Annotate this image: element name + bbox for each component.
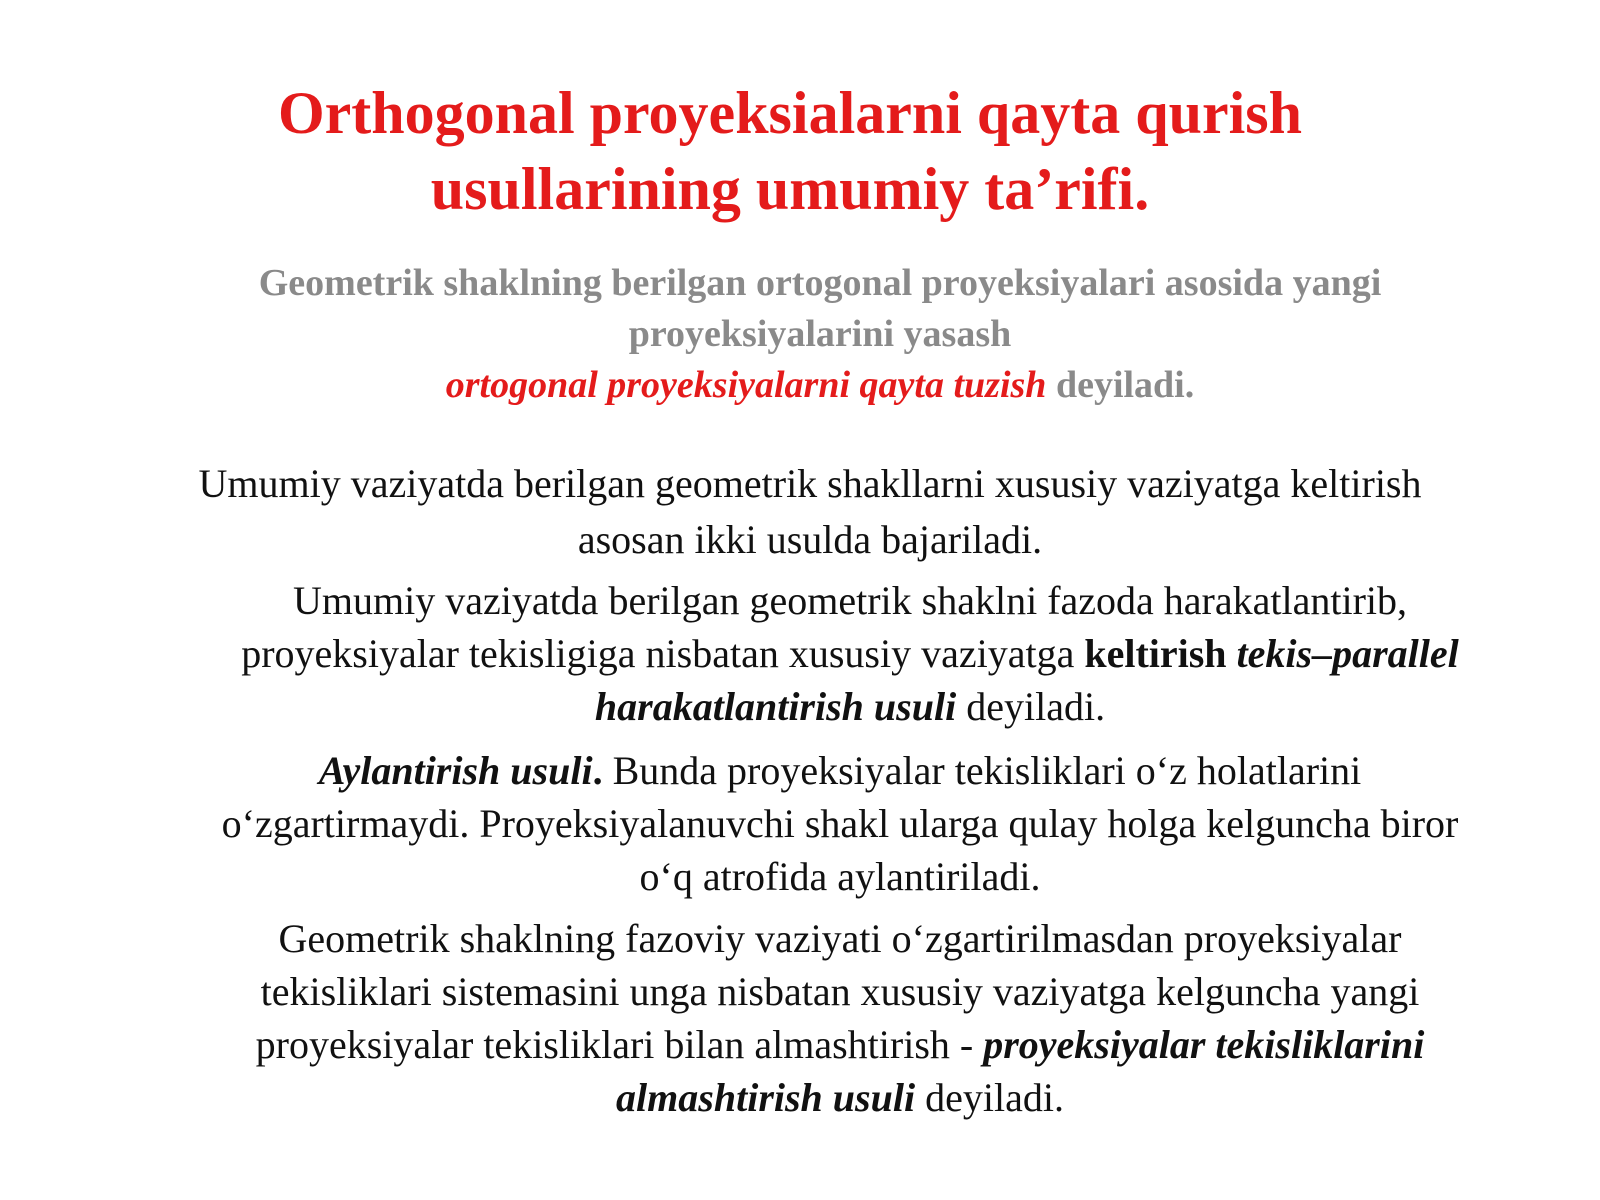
- rotation-line-2: o‘zgartirmaydi. Proyeksiyalanuvchi shakl ularga qulay holga kelguncha biror: [221, 801, 1459, 846]
- replacement-method-paragraph: [140, 912, 1540, 1124]
- definition-suffix: deyiladi.: [1046, 364, 1195, 406]
- rotation-line-1-text: Bunda proyeksiyalar tekisliklari o‘z holatlarini: [602, 748, 1362, 793]
- parallel-line-3: [150, 680, 1550, 733]
- parallel-term-part-2: harakatlantirish usuli: [594, 684, 957, 729]
- replacement-line-4-text: deyiladi.: [915, 1075, 1064, 1120]
- definition-line-2: proyeksiyalarini yasash: [628, 313, 1012, 355]
- replacement-line-2: tekisliklari sistemasini unga nisbatan xususiy vaziyatga kelguncha yangi: [260, 969, 1420, 1014]
- replacement-line-3-text: proyeksiyalar tekisliklari bilan almashtirish -: [255, 1022, 984, 1067]
- definition-line-3: [160, 360, 1480, 411]
- parallel-line-3-text: deyiladi.: [956, 684, 1106, 729]
- slide-title: [200, 75, 1380, 227]
- replacement-line-1: Geometrik shaklning fazoviy vaziyati o‘zgartirilmasdan proyeksiyalar: [278, 916, 1402, 961]
- parallel-line-1: Umumiy vaziyatda berilgan geometrik shaklni fazoda harakatlantirib,: [292, 578, 1408, 623]
- parallel-method-paragraph: [150, 574, 1550, 733]
- parallel-term-part-1: tekis–parallel: [1236, 631, 1459, 676]
- rotation-line-1: [140, 744, 1540, 797]
- replacement-line-4: [140, 1071, 1540, 1124]
- parallel-keyword: keltirish: [1084, 631, 1227, 676]
- rotation-line-3: o‘q atrofida aylantiriladi.: [639, 854, 1041, 899]
- rotation-term-dot: .: [592, 748, 603, 793]
- rotation-term: Aylantirish usuli: [318, 748, 593, 793]
- parallel-line-2-text: proyeksiyalar tekisligiga nisbatan xususiy vaziyatga: [241, 631, 1085, 676]
- intro-line-1: Umumiy vaziyatda berilgan geometrik shakllarni xususiy vaziyatga keltirish: [198, 461, 1422, 506]
- rotation-method-paragraph: [140, 744, 1540, 903]
- definition-term: ortogonal proyeksiyalarni qayta tuzish: [445, 364, 1047, 406]
- intro-line-2: asosan ikki usulda bajariladi.: [577, 517, 1043, 562]
- replacement-term-part-2: almashtirish usuli: [616, 1075, 916, 1120]
- title-line-2: usullarining umumiy ta’rifi.: [430, 156, 1150, 222]
- title-line-1: Orthogonal proyeksialarni qayta qurish: [277, 80, 1303, 146]
- definition-block: [160, 258, 1480, 411]
- replacement-term-part-1: proyeksiyalar tekisliklarini: [983, 1022, 1425, 1067]
- intro-paragraph: [110, 456, 1510, 568]
- replacement-line-3: [140, 1018, 1540, 1071]
- definition-line-1: Geometrik shaklning berilgan ortogonal proyeksiyalari asosida yangi: [258, 262, 1382, 304]
- parallel-space: [1227, 631, 1237, 676]
- parallel-line-2: [150, 627, 1550, 680]
